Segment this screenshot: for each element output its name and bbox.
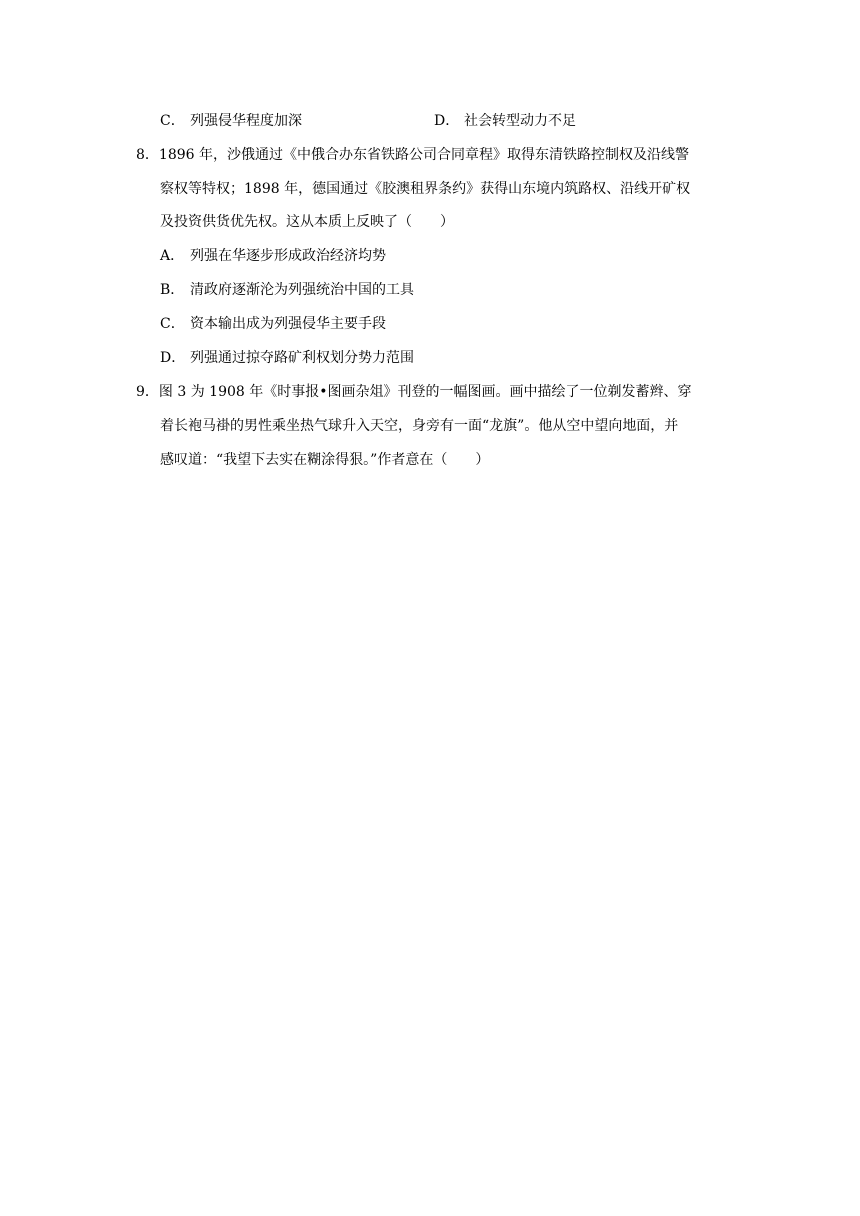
q8-option-c: [160, 314, 386, 334]
option-letter: B．: [160, 282, 185, 298]
q9-stem-line-2: 着长袍马褂的男性乘坐热气球升入天空，身旁有一面“龙旗”。他从空中望向地面，并: [160, 418, 679, 434]
q8-stem-line-2: 察权等特权；1898 年，德国通过《胶澳租界条约》获得山东境内筑路权、沿线开矿权: [160, 181, 691, 197]
q7-option-d: [434, 111, 576, 131]
option-text: 列强在华逐步形成政治经济均势: [190, 248, 386, 264]
question-text: 1896 年，沙俄通过《中俄合办东省铁路公司合同章程》取得东清铁路控制权及沿线警: [158, 147, 689, 163]
q7-option-c: [160, 111, 302, 131]
question-number: 8．: [136, 147, 159, 163]
option-letter: D．: [160, 350, 186, 366]
option-text: 社会转型动力不足: [464, 113, 576, 129]
option-text: 列强侵华程度加深: [190, 113, 302, 129]
q8-stem-line-3: 及投资供货优先权。这从本质上反映了（ ）: [160, 214, 454, 230]
q8-option-a: [160, 246, 386, 266]
option-text: 清政府逐渐沦为列强统治中国的工具: [190, 282, 414, 298]
q8-option-b: [160, 280, 414, 300]
q9-stem-line-3: 感叹道：“我望下去实在糊涂得狠。”作者意在（ ）: [160, 452, 490, 468]
question-text: 图 3 为 1908 年《时事报•图画杂俎》刊登的一幅图画。画中描绘了一位剃发蓄辫、穿: [158, 384, 692, 400]
q8-option-d: [160, 348, 414, 368]
option-letter: D．: [434, 113, 460, 129]
q8-stem-line-1: [136, 145, 689, 165]
q9-stem-line-1: [136, 382, 692, 402]
question-number: 9．: [136, 384, 159, 400]
option-text: 列强通过掠夺路矿利权划分势力范围: [190, 350, 414, 366]
option-letter: C．: [160, 113, 185, 129]
option-letter: C．: [160, 316, 185, 332]
option-text: 资本输出成为列强侵华主要手段: [190, 316, 386, 332]
option-letter: A．: [160, 248, 185, 264]
